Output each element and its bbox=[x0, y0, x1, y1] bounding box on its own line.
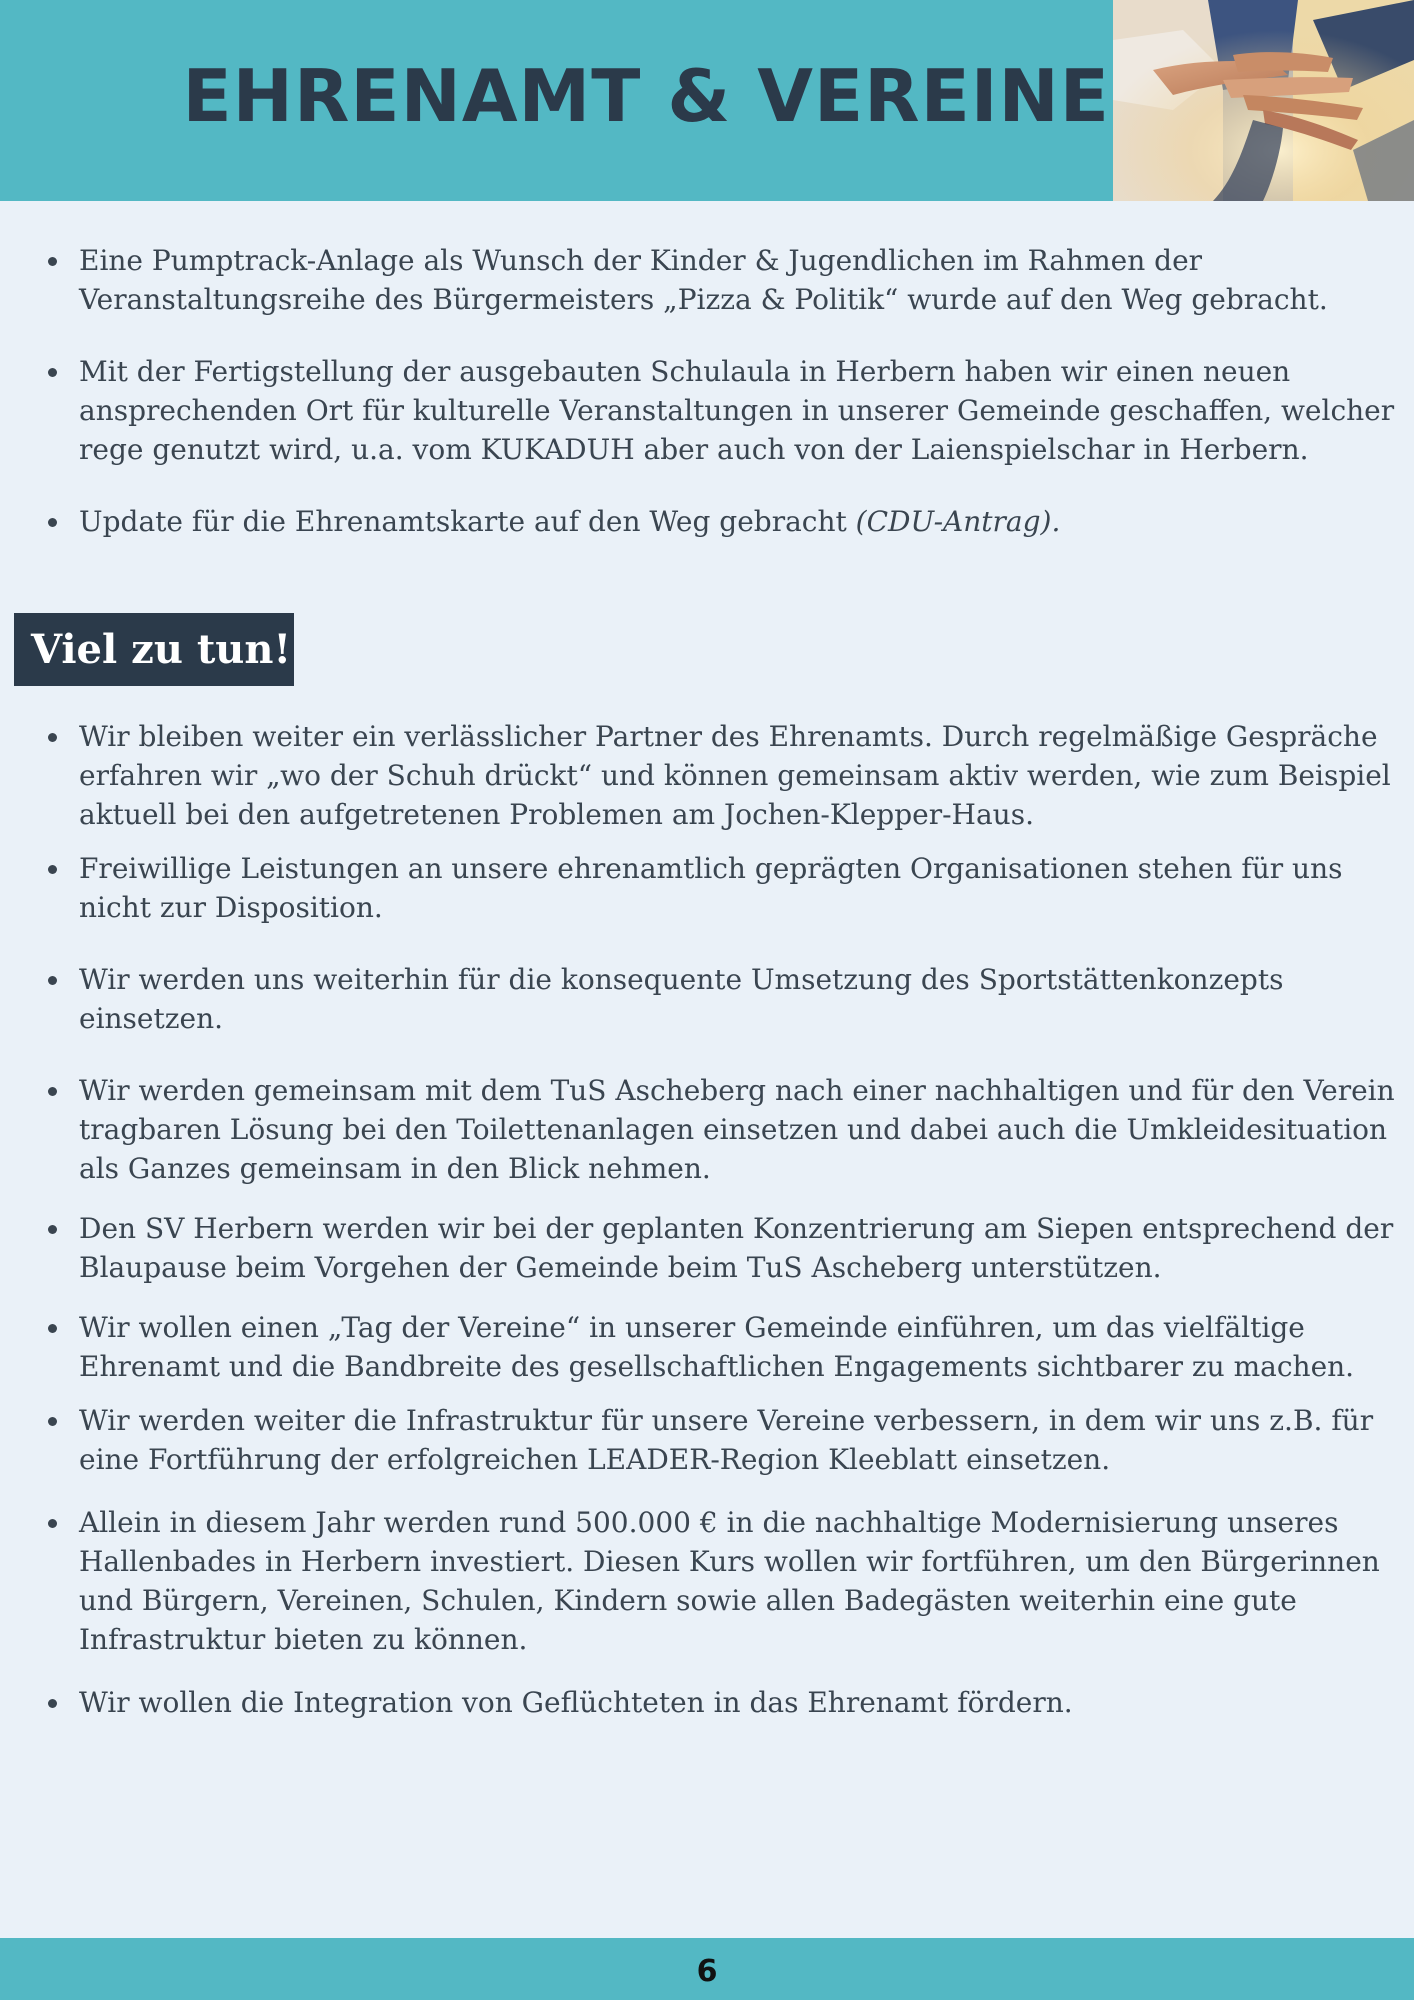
list-item-text: Wir werden uns weiterhin für die konsequente Umsetzung des Sportstättenkonzepts einsetzen. bbox=[79, 963, 1284, 1035]
list-item-text: Wir wollen einen „Tag der Vereine“ in unserer Gemeinde einführen, um das vielfältige Ehrenamt und die Bandbreite des gesellschaftlichen Engagements sichtbarer zu machen. bbox=[79, 1311, 1355, 1383]
list-item-text: Mit der Fertigstellung der ausgebauten Schulaula in Herbern haben wir einen neuen ansprechenden Ort für kulturelle Veranstaltungen in unserer Gemeinde geschaffen, welcher rege genutzt wird, u.a. vom KUKADUH aber auch von der Laienspielschar in Herbern. bbox=[79, 355, 1395, 466]
list-item-text: Freiwillige Leistungen an unsere ehrenamtlich geprägten Organisationen stehen für uns nicht zur Disposition. bbox=[79, 852, 1343, 924]
list-item-text: Wir wollen die Integration von Geflüchteten in das Ehrenamt fördern. bbox=[79, 1686, 1073, 1719]
achievements-list bbox=[0, 241, 1414, 574]
list-item bbox=[0, 241, 1414, 319]
hands-stacked-photo bbox=[1113, 0, 1414, 201]
page-header bbox=[0, 0, 1414, 201]
list-item-text: Allein in diesem Jahr werden rund 500.000 € in die nachhaltige Modernisierung unseres Hallenbades in Herbern investiert. Diesen Kurs wollen wir fortführen, um den Bürgerinnen und Bürgern, Vereinen, Schulen, Kindern sowie allen Badegästen weiterhin eine gute Infrastruktur bieten zu können. bbox=[79, 1506, 1380, 1656]
list-item bbox=[0, 1401, 1414, 1479]
list-item bbox=[0, 717, 1414, 834]
list-item bbox=[0, 352, 1414, 469]
list-item bbox=[0, 1683, 1414, 1722]
section-heading: Viel zu tun! bbox=[14, 613, 294, 686]
list-item-text: Update für die Ehrenamtskarte auf den Weg gebracht bbox=[79, 505, 856, 538]
list-item bbox=[0, 960, 1414, 1038]
goals-list bbox=[0, 717, 1414, 1722]
page-number: 6 bbox=[696, 1954, 718, 1989]
list-item-text: Den SV Herbern werden wir bei der geplanten Konzentrierung am Siepen entsprechend der Blaupause beim Vorgehen der Gemeinde beim TuS Ascheberg unterstützen. bbox=[79, 1212, 1394, 1284]
list-item-text: Wir werden gemeinsam mit dem TuS Ascheberg nach einer nachhaltigen und für den Verein tragbaren Lösung bei den Toilettenanlagen einsetzen und dabei auch die Umkleidesituation als Ganzes gemeinsam in den Blick nehmen. bbox=[79, 1074, 1395, 1185]
list-item bbox=[0, 1209, 1414, 1287]
list-item bbox=[0, 849, 1414, 927]
list-item bbox=[0, 1308, 1414, 1386]
list-item bbox=[0, 1503, 1414, 1659]
list-item bbox=[0, 502, 1414, 541]
list-item bbox=[0, 1071, 1414, 1188]
list-item-text: Wir bleiben weiter ein verlässlicher Partner des Ehrenamts. Durch regelmäßige Gespräche erfahren wir „wo der Schuh drückt“ und können gemeinsam aktiv werden, wie zum Beispiel aktuell bei den aufgetretenen Problemen am Jochen-Klepper-Haus. bbox=[79, 720, 1391, 831]
page-title: EHRENAMT & VEREINE bbox=[182, 54, 1110, 138]
list-item-text: Wir werden weiter die Infrastruktur für unsere Vereine verbessern, in dem wir uns z.B. für eine Fortführung der erfolgreichen LEADER-Region Kleeblatt einsetzen. bbox=[79, 1404, 1374, 1476]
list-item-text: Eine Pumptrack-Anlage als Wunsch der Kinder & Jugendlichen im Rahmen der Veranstaltungsreihe des Bürgermeisters „Pizza & Politik“ wurde auf den Weg gebracht. bbox=[79, 244, 1328, 316]
list-item-note: (CDU-Antrag). bbox=[855, 505, 1061, 538]
